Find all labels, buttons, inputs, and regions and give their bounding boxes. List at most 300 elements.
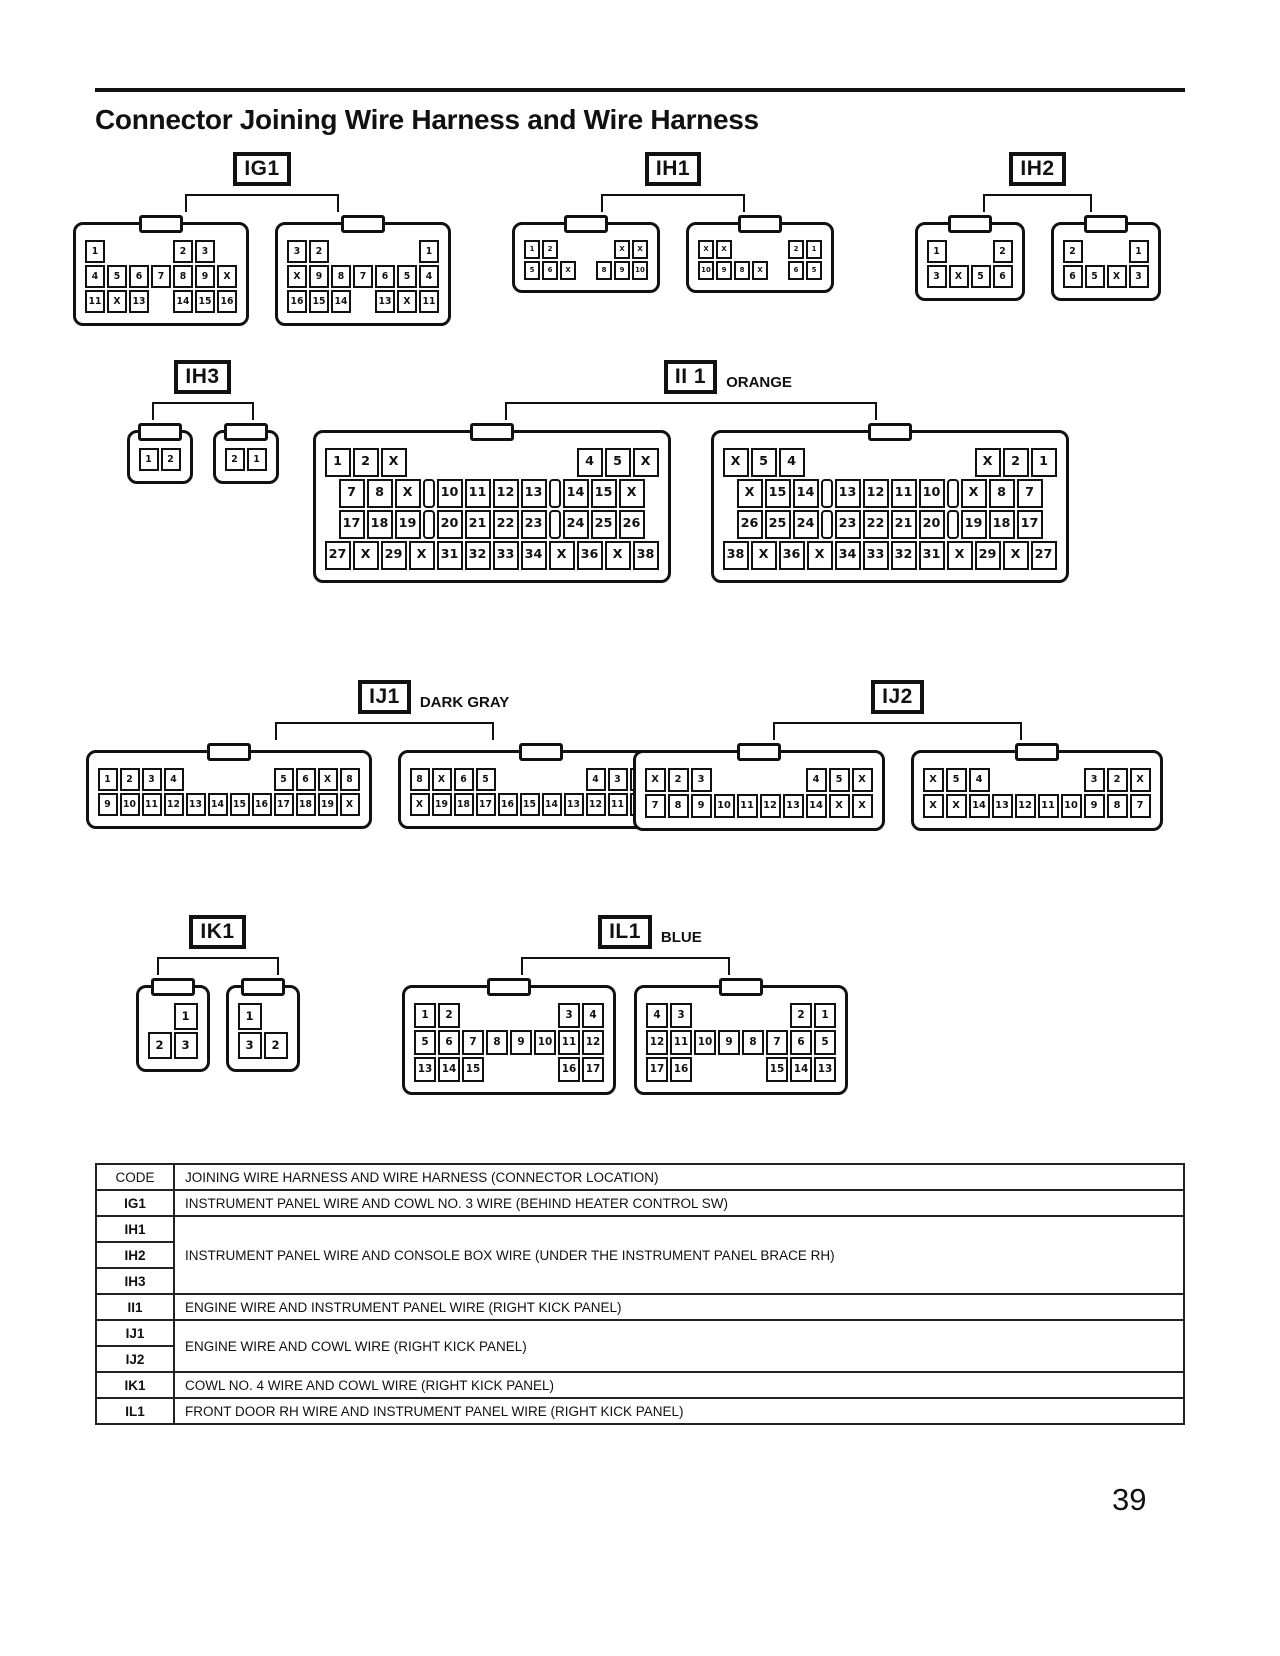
pin-cell: 13 [992,794,1013,818]
pin-cell: 2 [1003,448,1029,477]
pin-cell: 3 [691,768,712,792]
pin-cell: 19 [395,510,421,539]
pin-cell: 19 [318,793,338,816]
pin-cell: 8 [1107,794,1128,818]
pin-cell: 6 [542,261,558,280]
pin-cell: 12 [493,479,519,508]
pin-cell: X [409,541,435,570]
pin-spacer [783,770,804,790]
pin-cell: X [410,793,430,816]
pin-cell: 5 [751,448,777,477]
pin-grid [413,1002,605,1083]
connector-table [95,1163,1185,1425]
pin-slot [821,479,833,508]
pin-cell: 27 [325,541,351,570]
pin-cell: 7 [353,265,373,288]
pin-cell: 2 [225,448,245,471]
pin-cell: 20 [437,510,463,539]
pin-cell: 15 [230,793,250,816]
pin-cell: 13 [564,793,584,816]
pin-row [722,540,1058,571]
pin-cell: 3 [238,1032,262,1059]
pin-cell: 5 [397,265,417,288]
pin-row [224,447,268,472]
pin-cell: 13 [414,1057,436,1082]
pin-cell: 17 [274,793,294,816]
pin-cell: X [737,479,763,508]
pin-cell: X [852,768,873,792]
pin-cell: 5 [476,768,496,791]
connector-group-il1 [417,915,833,1095]
title-rule [95,88,1185,92]
pin-cell: 2 [264,1032,288,1059]
pin-cell: 1 [238,1003,262,1030]
pin-cell: 2 [438,1003,460,1028]
bracket-line [773,722,1022,740]
group-label-ik1: IK1 [189,915,245,949]
pin-spacer [949,242,969,261]
pin-cell: 2 [161,448,181,471]
pin-cell: X [923,768,944,792]
pin-grid [523,239,649,281]
pin-cell: 14 [969,794,990,818]
pin-cell: 13 [129,290,149,313]
pin-spacer [521,450,547,475]
pin-spacer [947,450,973,475]
group-label-wrap [358,680,510,714]
pin-cell: X [614,240,630,259]
pin-cell: 3 [927,265,947,288]
color-note-ij1: DARK GRAY [419,694,510,711]
pin-spacer [835,450,861,475]
pin-spacer [375,242,395,261]
code-cell: IH1 [96,1216,174,1242]
pin-cell: 10 [437,479,463,508]
connector-drawing-ig1-2 [275,222,451,326]
pin-cell: 13 [814,1057,836,1082]
connector-pair [402,985,848,1095]
pin-cell: 33 [493,541,519,570]
code-cell: IL1 [96,1398,174,1424]
pin-cell: 8 [596,261,612,280]
pin-cell: 11 [142,793,162,816]
pin-row [84,239,238,264]
pin-slot [423,479,435,508]
pin-grid [97,767,361,817]
connector-pair [512,222,834,293]
pin-cell: 1 [174,1003,198,1030]
pin-row [237,1002,289,1031]
pin-grid [324,447,660,571]
pin-row [286,289,440,314]
pin-cell: 29 [975,541,1001,570]
pin-cell: 5 [605,448,631,477]
pin-cell: X [852,794,873,818]
pin-cell: 6 [993,265,1013,288]
pin-cell: X [353,541,379,570]
pin-cell: X [1130,768,1151,792]
table-row-ig1 [96,1190,1184,1216]
pin-grid [644,767,874,819]
pin-row [523,239,649,260]
pin-cell: 32 [465,541,491,570]
connector-group-ig1 [88,152,436,326]
desc-cell: ENGINE WIRE AND INSTRUMENT PANEL WIRE (RIGHT KICK PANEL) [174,1294,1184,1320]
pin-cell: X [287,265,307,288]
pin-cell: 11 [737,794,758,818]
connector-pair [915,222,1161,301]
pin-spacer [498,770,518,789]
pin-cell: 36 [577,541,603,570]
pin-cell: 19 [432,793,452,816]
pin-cell: X [752,261,768,280]
pin-cell: X [723,448,749,477]
pin-cell: 23 [835,510,861,539]
color-note-ii1: ORANGE [726,374,792,391]
pin-cell: 14 [542,793,562,816]
pin-spacer [230,770,250,789]
group-label-ii1: II 1 [664,360,717,394]
pin-cell: 5 [414,1030,436,1055]
pin-cell: 4 [419,265,439,288]
pin-cell: X [605,541,631,570]
pin-cell: 13 [835,479,861,508]
pin-row [84,289,238,314]
pin-spacer [971,242,991,261]
connector-drawing-ik1-2 [226,985,300,1072]
pin-cell: 24 [563,510,589,539]
pin-row [697,260,823,281]
desc-cell: COWL NO. 4 WIRE AND COWL WIRE (RIGHT KICK PANEL) [174,1372,1184,1398]
pin-spacer [564,770,584,789]
pin-grid [138,447,182,472]
pin-cell: 3 [670,1003,692,1028]
pin-cell: 17 [476,793,496,816]
pin-cell: X [549,541,575,570]
pin-cell: 3 [195,240,215,263]
pin-spacer [486,1059,508,1080]
pin-cell: 18 [367,510,393,539]
pin-row [926,239,1014,264]
pin-row [84,264,238,289]
pin-cell: 19 [961,510,987,539]
pin-spacer [560,242,576,257]
pin-cell: 14 [790,1057,812,1082]
bracket-line [601,194,745,212]
pin-row [645,1056,837,1083]
pin-spacer [493,450,519,475]
pin-cell: 36 [779,541,805,570]
pin-spacer [534,1005,556,1026]
pin-cell: 33 [863,541,889,570]
desc-cell: ENGINE WIRE AND COWL WIRE (RIGHT KICK PANEL) [174,1320,1184,1372]
pin-cell: 17 [339,510,365,539]
bracket-line [983,194,1092,212]
pin-cell: 11 [85,290,105,313]
pin-grid [147,1002,199,1060]
pin-row [286,264,440,289]
pin-cell: 25 [591,510,617,539]
pin-spacer [1038,770,1059,790]
pin-cell: 2 [542,240,558,259]
pin-row [736,478,1044,509]
pin-cell: X [107,290,127,313]
pin-spacer [752,242,768,257]
pin-row [97,767,361,792]
pin-spacer [1107,242,1127,261]
pin-row [338,509,646,540]
pin-cell: 9 [716,261,732,280]
pin-cell: 20 [919,510,945,539]
pin-row [286,239,440,264]
color-note-il1: BLUE [660,929,702,946]
pin-cell: 6 [129,265,149,288]
pin-cell: 1 [139,448,159,471]
pin-cell: 14 [793,479,819,508]
pin-spacer [770,263,786,278]
pin-cell: 17 [1017,510,1043,539]
pin-cell: 15 [520,793,540,816]
pin-cell: 8 [340,768,360,791]
pin-row [1062,264,1150,289]
pin-cell: 14 [563,479,589,508]
pin-cell: X [946,794,967,818]
pin-spacer [760,770,781,790]
pin-spacer [486,1005,508,1026]
pin-cell: 4 [582,1003,604,1028]
connector-group-ih3 [125,360,280,484]
pin-cell: 34 [521,541,547,570]
pin-cell: X [829,794,850,818]
pin-cell: 2 [120,768,140,791]
table-row-ii1 [96,1294,1184,1320]
pin-spacer [510,1005,532,1026]
connector-drawing-ih3-2 [213,430,279,484]
pin-cell: 18 [989,510,1015,539]
pin-cell: 7 [766,1030,788,1055]
pin-cell: X [381,448,407,477]
pin-cell: 12 [760,794,781,818]
connector-table-body [96,1164,1184,1424]
pin-cell: 14 [438,1057,460,1082]
pin-cell: 16 [670,1057,692,1082]
pin-cell: 15 [766,1057,788,1082]
pin-spacer [718,1059,740,1080]
pin-spacer [992,770,1013,790]
pin-row [736,509,1044,540]
pin-cell: 25 [765,510,791,539]
pin-cell: 6 [375,265,395,288]
pin-cell: 12 [863,479,889,508]
pin-cell: 3 [558,1003,580,1028]
pin-row [147,1031,199,1060]
pin-spacer [807,450,833,475]
pin-cell: 3 [287,240,307,263]
pin-cell: 10 [1061,794,1082,818]
pin-cell: 11 [891,479,917,508]
pin-spacer [737,770,758,790]
pin-cell: 38 [723,541,749,570]
table-row-il1 [96,1398,1184,1424]
pin-cell: 11 [608,793,628,816]
pin-cell: 2 [148,1032,172,1059]
bracket-line [275,722,494,740]
pin-cell: X [1003,541,1029,570]
code-cell: IK1 [96,1372,174,1398]
pin-slot [947,510,959,539]
pin-cell: 2 [353,448,379,477]
pin-cell: 2 [1107,768,1128,792]
pin-cell: 14 [208,793,228,816]
group-label-wrap [598,915,702,949]
bracket-line [505,402,877,420]
pin-cell: 24 [793,510,819,539]
pin-cell: 10 [632,261,648,280]
pin-cell: X [645,768,666,792]
connector-group-ih2 [933,152,1142,301]
pin-cell: 4 [969,768,990,792]
page-number: 39 [1112,1482,1147,1517]
pin-cell: 8 [668,794,689,818]
pin-row [722,447,1058,478]
pin-cell: 1 [419,240,439,263]
pin-cell: X [397,290,417,313]
pin-cell: 9 [1084,794,1105,818]
pin-row [523,260,649,281]
pin-cell: X [947,541,973,570]
pin-cell: 4 [577,448,603,477]
pin-cell: 3 [142,768,162,791]
pin-spacer [742,1005,764,1026]
pin-cell: 5 [829,768,850,792]
pin-spacer [252,770,272,789]
pin-cell: 16 [498,793,518,816]
pin-cell: 18 [454,793,474,816]
pin-cell: X [432,768,452,791]
pin-cell: 1 [814,1003,836,1028]
pin-cell: 2 [668,768,689,792]
pin-cell: X [949,265,969,288]
pin-cell: X [633,448,659,477]
pin-cell: 15 [309,290,329,313]
pin-spacer [353,242,373,261]
pin-cell: 1 [524,240,540,259]
pin-cell: 12 [582,1030,604,1055]
pin-cell: 17 [582,1057,604,1082]
group-label-ij1: IJ1 [358,680,411,714]
pin-row [147,1002,199,1031]
pin-spacer [520,770,540,789]
pin-spacer [891,450,917,475]
pin-cell: 7 [151,265,171,288]
pin-cell: 9 [614,261,630,280]
bracket-line [185,194,339,212]
pin-cell: 12 [646,1030,668,1055]
pin-row [644,793,874,819]
pin-slot [423,510,435,539]
pin-cell: 10 [694,1030,716,1055]
connector-drawing-il1-1 [402,985,616,1095]
pin-cell: 10 [534,1030,556,1055]
pin-cell: 4 [164,768,184,791]
pin-cell: 6 [296,768,316,791]
pin-cell: 27 [1031,541,1057,570]
pin-spacer [510,1059,532,1080]
code-cell: IJ2 [96,1346,174,1372]
pin-row [237,1031,289,1060]
pin-cell: 6 [1063,265,1083,288]
pin-cell: 12 [164,793,184,816]
pin-cell: 1 [98,768,118,791]
pin-row [645,1029,837,1056]
pin-cell: 7 [462,1030,484,1055]
pin-spacer [694,1059,716,1080]
table-row-ih1 [96,1216,1184,1242]
table-header-row [96,1164,1184,1190]
pin-grid [722,447,1058,571]
code-cell: IJ1 [96,1320,174,1346]
pin-cell: 6 [438,1030,460,1055]
pin-cell: 10 [714,794,735,818]
pin-cell: 22 [863,510,889,539]
pin-spacer [129,242,149,261]
pin-spacer [734,242,750,257]
pin-cell: 16 [217,290,237,313]
connector-drawing-ij1-1 [86,750,372,829]
pin-cell: 16 [287,290,307,313]
pin-cell: 4 [806,768,827,792]
connector-drawing-ij2-1 [633,750,885,831]
pin-cell: 5 [274,768,294,791]
pin-cell: 8 [989,479,1015,508]
pin-spacer [1061,770,1082,790]
page-title: Connector Joining Wire Harness and Wire Harness [95,104,759,135]
pin-spacer [331,242,351,261]
pin-cell: 1 [247,448,267,471]
group-label-ih3: IH3 [174,360,230,394]
pin-cell: 11 [419,290,439,313]
pin-spacer [151,292,171,311]
pin-cell: 12 [1015,794,1036,818]
pin-cell: X [395,479,421,508]
desc-cell: INSTRUMENT PANEL WIRE AND CONSOLE BOX WIRE (UNDER THE INSTRUMENT PANEL BRACE RH) [174,1216,1184,1294]
pin-cell: 9 [309,265,329,288]
pin-cell: 8 [367,479,393,508]
pin-cell: 22 [493,510,519,539]
pin-cell: 5 [971,265,991,288]
connector-group-ii1 [328,360,1053,583]
pin-spacer [770,242,786,257]
pin-cell: 2 [788,240,804,259]
pin-spacer [107,242,127,261]
pin-spacer [863,450,889,475]
pin-cell: 1 [806,240,822,259]
pin-row [1062,239,1150,264]
pin-grid [237,1002,289,1060]
pin-cell: 38 [633,541,659,570]
group-label-wrap [1009,152,1065,186]
pin-cell: 9 [718,1030,740,1055]
pin-cell: X [923,794,944,818]
pin-cell: 26 [737,510,763,539]
group-label-wrap [233,152,290,186]
connector-pair [633,750,1163,831]
table-row-ij1 [96,1320,1184,1346]
connector-pair [73,222,451,326]
pin-spacer [208,770,228,789]
pin-cell: 3 [1084,768,1105,792]
bracket-line [152,402,254,420]
